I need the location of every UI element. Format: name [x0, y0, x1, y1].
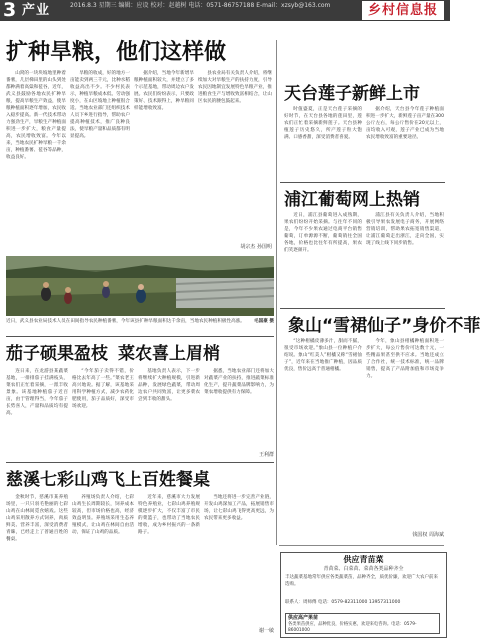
article2-col2: 据介绍，天台县今年莲子种植面积进一步扩大，新鲜莲子亩产量在300公斤左右，每公斤售价在20元以上，亩均收入可观，莲子产业已成为当地农民增收致富的重要途径。 — [366, 107, 444, 140]
article5-title: 茄子硕果盈枝 — [6, 344, 108, 364]
article5-title2: 菜农喜上眉梢 — [118, 344, 220, 364]
photo-credit: 毛国豪 摄 — [254, 319, 274, 324]
article5-col1: 连日来，在龙游县某蔬菜基地，一排排茄子挂满枝头，菜农们正忙着采摘，一派丰收景象。该基地种植茄子近百亩，由于管理得当，今年茄子长势喜人，产量和品质均有提高。 — [6, 369, 68, 416]
article1-col2: 旱粮的收成，好的地方一亩能卖到两三千元，比种水稻收益高出不少。不少村民表示，种植旱粮成本低、劳动强度小，在山区坡地上种植很合适。当地农业部门还组织技术人员下乡进行指导，帮助农户提高种植技术，推广良种良法，使旱粮产量和品质都有明显提高。 — [70, 71, 130, 139]
photo-caption-text: 近日，武义县农业局技术人员在田间指导农民种植番薯，今年该县扩种旱粮面积达千余亩，当地农民种植积极性高涨。 — [6, 319, 245, 324]
ad-box-title: 供应高产果苗 — [288, 615, 319, 621]
divider — [280, 308, 445, 309]
photo-caption — [6, 318, 274, 332]
article5-col3: 基地负责人表示，下一步将继续扩大种植规模，引进新品种，发展绿色蔬菜，带动周边农户共同致富，让更多菜农尝到丰收的甜头。 — [138, 369, 200, 402]
ad-body: 丰达蔬菜基地常年供应各类蔬菜苗，品种齐全，质优价廉，欢迎广大农户前来选购。 — [285, 575, 438, 587]
article3-title: 浦江葡萄网上热销 — [284, 190, 420, 210]
advertisement — [280, 552, 447, 638]
article1-byline: 胡宗杰 孙国明 — [240, 244, 272, 250]
ad-inner-box — [285, 613, 440, 634]
article6-col1: 金秋时节，慈溪市某养殖场里，一只只羽毛艳丽的七彩山鸡在山林间觅食嬉戏。这些山鸡采用散养方式饲养，肉质鲜美、营养丰富，深受消费者青睐，已经走上了普通百姓的餐桌。 — [6, 495, 68, 542]
ad-divider — [279, 545, 444, 550]
field-photo — [6, 256, 274, 316]
ad-contact: 联系人：周师傅 电话：0579-82311000 13957311000 — [285, 600, 401, 605]
article6-title: 慈溪七彩山鸡飞上百姓餐桌 — [6, 470, 210, 490]
article5-col2: “今年茄子卖得不错，价格比去年高了一些。”菜农老王高兴地说。据了解，该基地采用科学种植方式，减少农药化肥使用，茄子品质好，深受市场欢迎。 — [72, 369, 134, 409]
article1-col1: 山窝的一块块坡地里种着番薯，几层梯田里的山头到处都种满着高粱和苞谷，近年，武义县鼓励各地农民扩种旱粮，提高旱粮生产效益，使旱粮种植面积逐年增加，农民收入稳步提高。新一代技术带动力强劲生产，旱粮生产种植面积进一步扩大，粮食产量提高，农民增收致富。今年以来，当地农民扩种旱粮一千余亩，种植番薯、苞谷等品种，收益良好。 — [6, 71, 66, 160]
article5-col4: 据悉，当地农业部门还将加大对蔬菜产业的扶持，推进蔬菜标准化生产，提升蔬菜品牌影响力，为菜农增收提供有力保障。 — [204, 369, 274, 395]
article3-col1: 近日，浦江县葡萄进入成熟期，果农们纷纷开始采摘。与往年不同的是，今年不少果农通过电商平台销售葡萄，订单源源不断，葡萄销往全国各地，价格也比往年有所提高，果农们笑逐颜开。 — [284, 213, 362, 253]
article5-byline: 王利群 — [258, 452, 274, 458]
page-header — [0, 0, 450, 21]
article4-byline: 钱国权 周海斌 — [412, 532, 444, 538]
ad-title: 供应青苗菜 — [343, 555, 384, 564]
divider — [6, 462, 274, 463]
ad-box-text: 各类果苗供应，品种优良，价格实惠，欢迎来电咨询。电话：0579-86001000 — [288, 622, 417, 633]
article2-title: 天台莲子新鲜上市 — [284, 84, 420, 104]
article6-byline: 谢一敏 — [258, 628, 274, 634]
header-meta: 2016.8.3 星期三 编辑：应设 校对：赵越树 电话：0571-86757188 E-mail：xzsyb@163.com — [70, 2, 331, 9]
divider — [280, 182, 445, 183]
article1-title: 扩种旱粮，他们这样做 — [6, 40, 227, 65]
article4-col1: “这种柑橘皮薄多汁，甜而不腻，很受市场欢迎。”象山县一位种植户介绍说。象山“红美人”柑橘又称“雪裙仙子”，近年来在当地推广种植，因品质优良，售价远高于普通柑橘。 — [284, 339, 362, 372]
article6-col4: 当地还将进一步完善产业链，开发山鸡深加工产品，拓展销售市场，让七彩山鸡飞得更高更远，为农民带来更多收益。 — [204, 495, 274, 521]
article3-col2: 浦江县有关负责人介绍，当地积极引导果农发展电子商务，开展网络营销培训，帮助果农拓宽销售渠道，让浦江葡萄走出浙江，走向全国，实现了线上线下同步销售。 — [366, 213, 444, 246]
article6-col2: 养殖场负责人介绍，七彩山鸡生长周期较长，饲养成本较高，但市场价格也高，经济效益明显。养殖场采用生态养殖模式，让山鸡在林间自由活动，保证了山鸡的品质。 — [72, 495, 134, 535]
newspaper-logo: 乡村信息报 — [362, 1, 444, 20]
column-divider — [276, 40, 277, 545]
divider — [6, 336, 274, 337]
section-title: 产业 — [22, 3, 51, 18]
article1-col3: 据介绍，当地今年新增旱粮种植面积较大，并建立了多个示范基地，带动周边农户发展。农民们纷纷表示，只要政策好、技术跟得上，种旱粮同样能增收致富。 — [134, 71, 194, 111]
article1-col4: 县农业局有关负责人介绍，将继续加大对旱粮生产的扶持力度，引导农民因地制宜发展特色旱粮产业，推进粮食生产与增收致富相结合，让山区农民的腰包鼓起来。 — [198, 71, 272, 104]
ad-subtitle: 青苗菜、白菜苗、菜苗各类品种齐全 — [323, 566, 404, 572]
field-photo-image — [6, 256, 274, 316]
article2-col1: 时值盛夏，正是天台莲子采摘的好时节，在天台县各地的莲田里，莲农们正忙着采摘新鲜莲子。天台县种植莲子历史悠久，所产莲子粒大饱满、口感香甜，深受消费者喜爱。 — [284, 107, 362, 140]
article4-col2: 今年，象山县柑橘种植面积进一步扩大，每公斤售价可达数十元，一些精品果甚至供不应求。当地还成立了合作社，统一技术标准，统一品牌销售，提高了产品附加值和市场竞争力。 — [366, 339, 444, 379]
article4-title: 象山“雪裙仙子”身价不菲 — [288, 316, 480, 336]
article6-col3: 近年来，慈溪市大力发展特色养殖业，七彩山鸡养殖规模逐步扩大，不仅丰富了市民的菜篮子，也带动了当地农民增收，成为乡村振兴的一条新路子。 — [138, 495, 200, 535]
page-number: 3 — [3, 0, 17, 21]
